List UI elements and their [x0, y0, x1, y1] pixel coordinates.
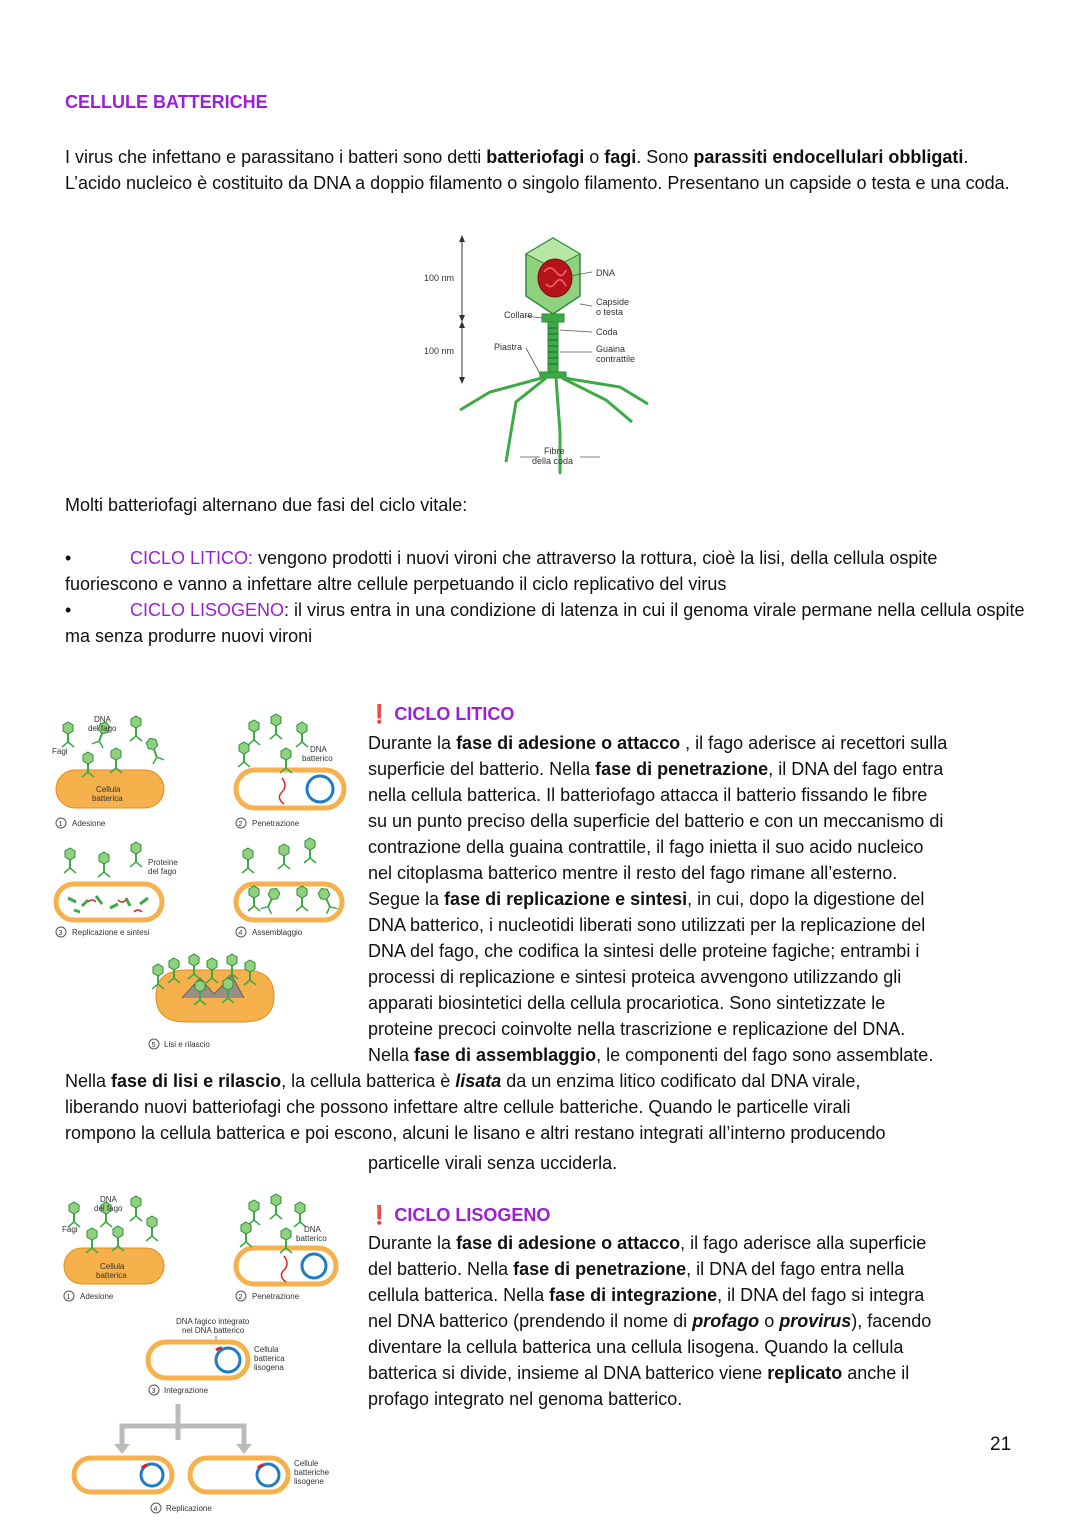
lytic-heading: [368, 704, 514, 725]
label-lyso-cells-3: lisogene: [294, 1477, 324, 1486]
phases-intro: Molti batteriofagi alternano due fasi del ciclo vitale:: [65, 495, 468, 515]
intro-text: . Sono: [636, 147, 694, 167]
label-phages: Fagi: [52, 747, 68, 756]
lyso-step-num-3: 3: [151, 1388, 156, 1395]
label-proteins-1: Proteine: [148, 858, 178, 867]
lyso-label-dna-bact-1: DNA: [304, 1225, 321, 1234]
lyso-heading: [368, 1205, 550, 1226]
lyso-cell-4a: [74, 1458, 172, 1492]
lytic-line: [368, 886, 1038, 912]
dim-top-label: 100 nm: [424, 273, 455, 283]
lytic-heading-text: CICLO LITICO: [394, 704, 515, 724]
text-run: nel DNA batterico (prendendo il nome di: [368, 1311, 693, 1331]
exclamation-icon: ❗: [368, 704, 391, 724]
lyso-label-dna-phage-2: del fago: [94, 1204, 123, 1213]
lyso-step-adesione: Adesione: [80, 1292, 114, 1301]
lyso-cell-4b: [190, 1458, 288, 1492]
page-number: 21: [990, 1434, 1012, 1455]
lytic-full-line: rompono la cellula batterica e poi escono, alcuni le lisano e altri restano integrati all’interno producendo: [65, 1123, 886, 1143]
text-run: , il fago aderisce ai recettori sulla: [680, 733, 948, 753]
lyso-line: [368, 1308, 1038, 1334]
lyso-step-num-1: 1: [66, 1294, 71, 1301]
text-run: , il DNA del fago entra: [768, 759, 944, 779]
term-adesione: fase di adesione o attacco: [456, 1233, 681, 1253]
text-run: , la cellula batterica è: [281, 1071, 456, 1091]
bullet-mark: •: [65, 548, 72, 568]
intro-text: I virus che infettano e parassitano i batteri sono detti: [65, 147, 487, 167]
lytic-full-line: liberando nuovi batteriofagi che possono infettare altre cellule batteriche. Quando le particelle virali: [65, 1097, 851, 1117]
label-lyso-cell-1: Cellula: [254, 1345, 279, 1354]
bullet-lyso-name: CICLO LISOGENO: [130, 600, 285, 620]
lyso-line: [368, 1282, 1038, 1308]
label-dna: DNA: [596, 268, 616, 278]
label-fibers-2: della coda: [532, 456, 574, 466]
text-run: , il fago aderisce alla superficie: [680, 1233, 927, 1253]
text-run: da un enzima litico codificato dal DNA virale,: [501, 1071, 861, 1091]
text-run: Nella: [65, 1071, 112, 1091]
lytic-line: su un punto preciso della superficie del batterio e con un meccanismo di: [368, 811, 944, 831]
lyso-step-num-2: 2: [238, 1294, 243, 1301]
term-replicazione: fase di replicazione e sintesi: [444, 889, 688, 909]
term-parassiti: parassiti endocellulari obbligati: [693, 147, 964, 167]
lyso-heading-text: CICLO LISOGENO: [394, 1205, 551, 1225]
text-run: Durante la: [368, 1233, 457, 1253]
label-proteins-2: del fago: [148, 867, 177, 876]
bullet-lysogenic: [65, 597, 1025, 649]
dim-bottom-label: 100 nm: [424, 346, 455, 356]
lytic-paragraph: [368, 730, 1038, 1068]
intro-text: o: [584, 147, 605, 167]
lytic-line: DNA batterico, i nucleotidi liberati sono utilizzati per la replicazione del: [368, 915, 926, 935]
text-run: Segue la: [368, 889, 445, 909]
bullet-lyso-text: : il virus entra in una condizione di latenza in cui il genoma virale permane nella cellula ospite ma senza produrre nuovi vironi: [65, 600, 1025, 646]
step-num-4: 4: [238, 930, 243, 937]
lyso-line: [368, 1360, 1038, 1386]
step-num-3: 3: [58, 930, 63, 937]
term-integrazione: fase di integrazione: [549, 1285, 718, 1305]
step-replicazione: Replicazione e sintesi: [72, 928, 150, 937]
lysogenic-cycle-figure: [56, 1190, 356, 1520]
text-run: anche il: [842, 1363, 910, 1383]
label-cell-2: batterica: [92, 794, 123, 803]
bacterial-cell-3: [56, 884, 162, 920]
label-lyso-cells-2: batteriche: [294, 1468, 330, 1477]
lyso-paragraph: [368, 1230, 1038, 1412]
term-lisata: lisata: [455, 1071, 502, 1091]
text-run: Durante la: [368, 733, 457, 753]
label-dna-bact-2: batterico: [302, 754, 333, 763]
step-adesione: Adesione: [72, 819, 106, 828]
label-sheath-2: contrattile: [596, 354, 636, 364]
lytic-cycle-figure: [48, 708, 358, 1058]
lyso-cell-3: [148, 1342, 248, 1378]
bullet-lytic: [65, 545, 1025, 597]
label-cell-1: Cellula: [96, 785, 121, 794]
text-run: ), facendo: [851, 1311, 932, 1331]
step-penetrazione: Penetrazione: [252, 819, 300, 828]
label-lyso-cells-1: Cellule: [294, 1459, 319, 1468]
text-run: del batterio. Nella: [368, 1259, 514, 1279]
label-lyso-cell-2: batterica: [254, 1354, 285, 1363]
lyso-label-cell-2: batterica: [96, 1271, 127, 1280]
label-lyso-cell-3: lisogena: [254, 1363, 284, 1372]
label-dna-phage-2: del fago: [88, 724, 117, 733]
lytic-paragraph-full: [65, 1068, 1065, 1146]
term-adesione: fase di adesione o attacco: [456, 733, 681, 753]
label-sheath-1: Guaina: [596, 344, 626, 354]
bullet-mark: •: [65, 600, 72, 620]
label-integrated-2: nel DNA batterico: [182, 1326, 245, 1335]
lytic-line: proteine precoci coinvolte nella trascrizione e replicazione del DNA.: [368, 1019, 906, 1039]
lyso-label-dna-phage-1: DNA: [100, 1195, 117, 1204]
exclamation-icon: ❗: [368, 1205, 391, 1225]
term-penetrazione: fase di penetrazione: [595, 759, 769, 779]
intro-paragraph: [65, 144, 1015, 196]
lytic-line: [368, 756, 1038, 782]
term-batteriofagi: batteriofagi: [486, 147, 585, 167]
lytic-line: nel citoplasma batterico mentre il resto del fago rimane all’esterno.: [368, 863, 898, 883]
label-collar: Collare: [504, 310, 533, 320]
term-assemblaggio: fase di assemblaggio: [414, 1045, 597, 1065]
term-fagi: fagi: [604, 147, 637, 167]
section-title: CELLULE BATTERICHE: [65, 92, 268, 112]
lyso-line: diventare la cellula batterica una cellula lisogena. Quando la cellula: [368, 1337, 904, 1357]
label-dna-phage-1: DNA: [94, 715, 111, 724]
text-run: o: [759, 1311, 780, 1331]
step-lisi: Lisi e rilascio: [164, 1040, 210, 1049]
lyso-step-num-4: 4: [153, 1506, 158, 1513]
term-lisi: fase di lisi e rilascio: [111, 1071, 282, 1091]
label-capsid-2: o testa: [596, 307, 624, 317]
lyso-step-replicazione: Replicazione: [166, 1504, 212, 1513]
text-run: batterica si divide, insieme al DNA batterico viene: [368, 1363, 768, 1383]
step-assemblaggio: Assemblaggio: [252, 928, 303, 937]
lytic-line: [368, 1042, 1038, 1068]
lyso-label-phages: Fagi: [62, 1225, 78, 1234]
label-capsid-1: Capside: [596, 297, 630, 307]
text-run: , il DNA del fago si integra: [717, 1285, 925, 1305]
term-replicato: replicato: [767, 1363, 843, 1383]
bullet-lytic-text: vengono prodotti i nuovi vironi che attraverso la rottura, cioè la lisi, della cellula ospite fuoriescono e vanno a infettare altre cellule perpetuando il ciclo replicativo del virus: [65, 548, 938, 594]
text-run: , le componenti del fago sono assemblate.: [596, 1045, 934, 1065]
lyso-line: profago integrato nel genoma batterico.: [368, 1389, 683, 1409]
label-dna-bact-1: DNA: [310, 745, 327, 754]
lytic-line: [368, 730, 1038, 756]
text-run: cellula batterica. Nella: [368, 1285, 550, 1305]
step-num-1: 1: [58, 821, 63, 828]
lyso-step-penetrazione: Penetrazione: [252, 1292, 300, 1301]
term-provirus: provirus: [779, 1311, 852, 1331]
lytic-line: apparati biosintetici della cellula procariotica. Sono sintetizzate le: [368, 993, 886, 1013]
bullet-lytic-name: CICLO LITICO:: [130, 548, 254, 568]
lytic-line: contrazione della guaina contrattile, il fago inietta il suo acido nucleico: [368, 837, 924, 857]
lyso-label-cell-1: Cellula: [100, 1262, 125, 1271]
lytic-last-line: particelle virali senza ucciderla.: [368, 1153, 618, 1173]
lytic-full-line: [65, 1068, 1065, 1094]
dna-shape: [538, 259, 572, 297]
label-plate: Piastra: [494, 342, 523, 352]
text-run: superficie del batterio. Nella: [368, 759, 596, 779]
step-num-5: 5: [151, 1042, 156, 1049]
lytic-line: processi di replicazione e sintesi proteica avvengono utilizzando gli: [368, 967, 902, 987]
lytic-line: nella cellula batterica. Il batteriofago attacca il batterio fissando le fibre: [368, 785, 928, 805]
text-run: , il DNA del fago entra nella: [686, 1259, 905, 1279]
lyso-step-integrazione: Integrazione: [164, 1386, 209, 1395]
phage-structure-figure: [420, 232, 660, 482]
lyso-line: [368, 1256, 1038, 1282]
lytic-line: DNA del fago, che codifica la sintesi delle proteine fagiche; entrambi i: [368, 941, 920, 961]
label-fibers-1: Fibre: [544, 446, 565, 456]
bacterial-cell-2: [236, 770, 344, 808]
lyso-label-dna-bact-2: batterico: [296, 1234, 327, 1243]
text-run: Nella: [368, 1045, 415, 1065]
term-profago: profago: [692, 1311, 760, 1331]
label-tail: Coda: [596, 327, 618, 337]
term-penetrazione: fase di penetrazione: [513, 1259, 687, 1279]
text-run: , in cui, dopo la digestione del: [687, 889, 925, 909]
label-integrated-1: DNA fagico integrato: [176, 1317, 250, 1326]
intro-text: . L’acido nucleico è costituito da DNA a doppio filamento o singolo filamento. Presentano un capside o testa e una coda.: [65, 147, 1010, 193]
lyso-line: [368, 1230, 1038, 1256]
step-num-2: 2: [238, 821, 243, 828]
